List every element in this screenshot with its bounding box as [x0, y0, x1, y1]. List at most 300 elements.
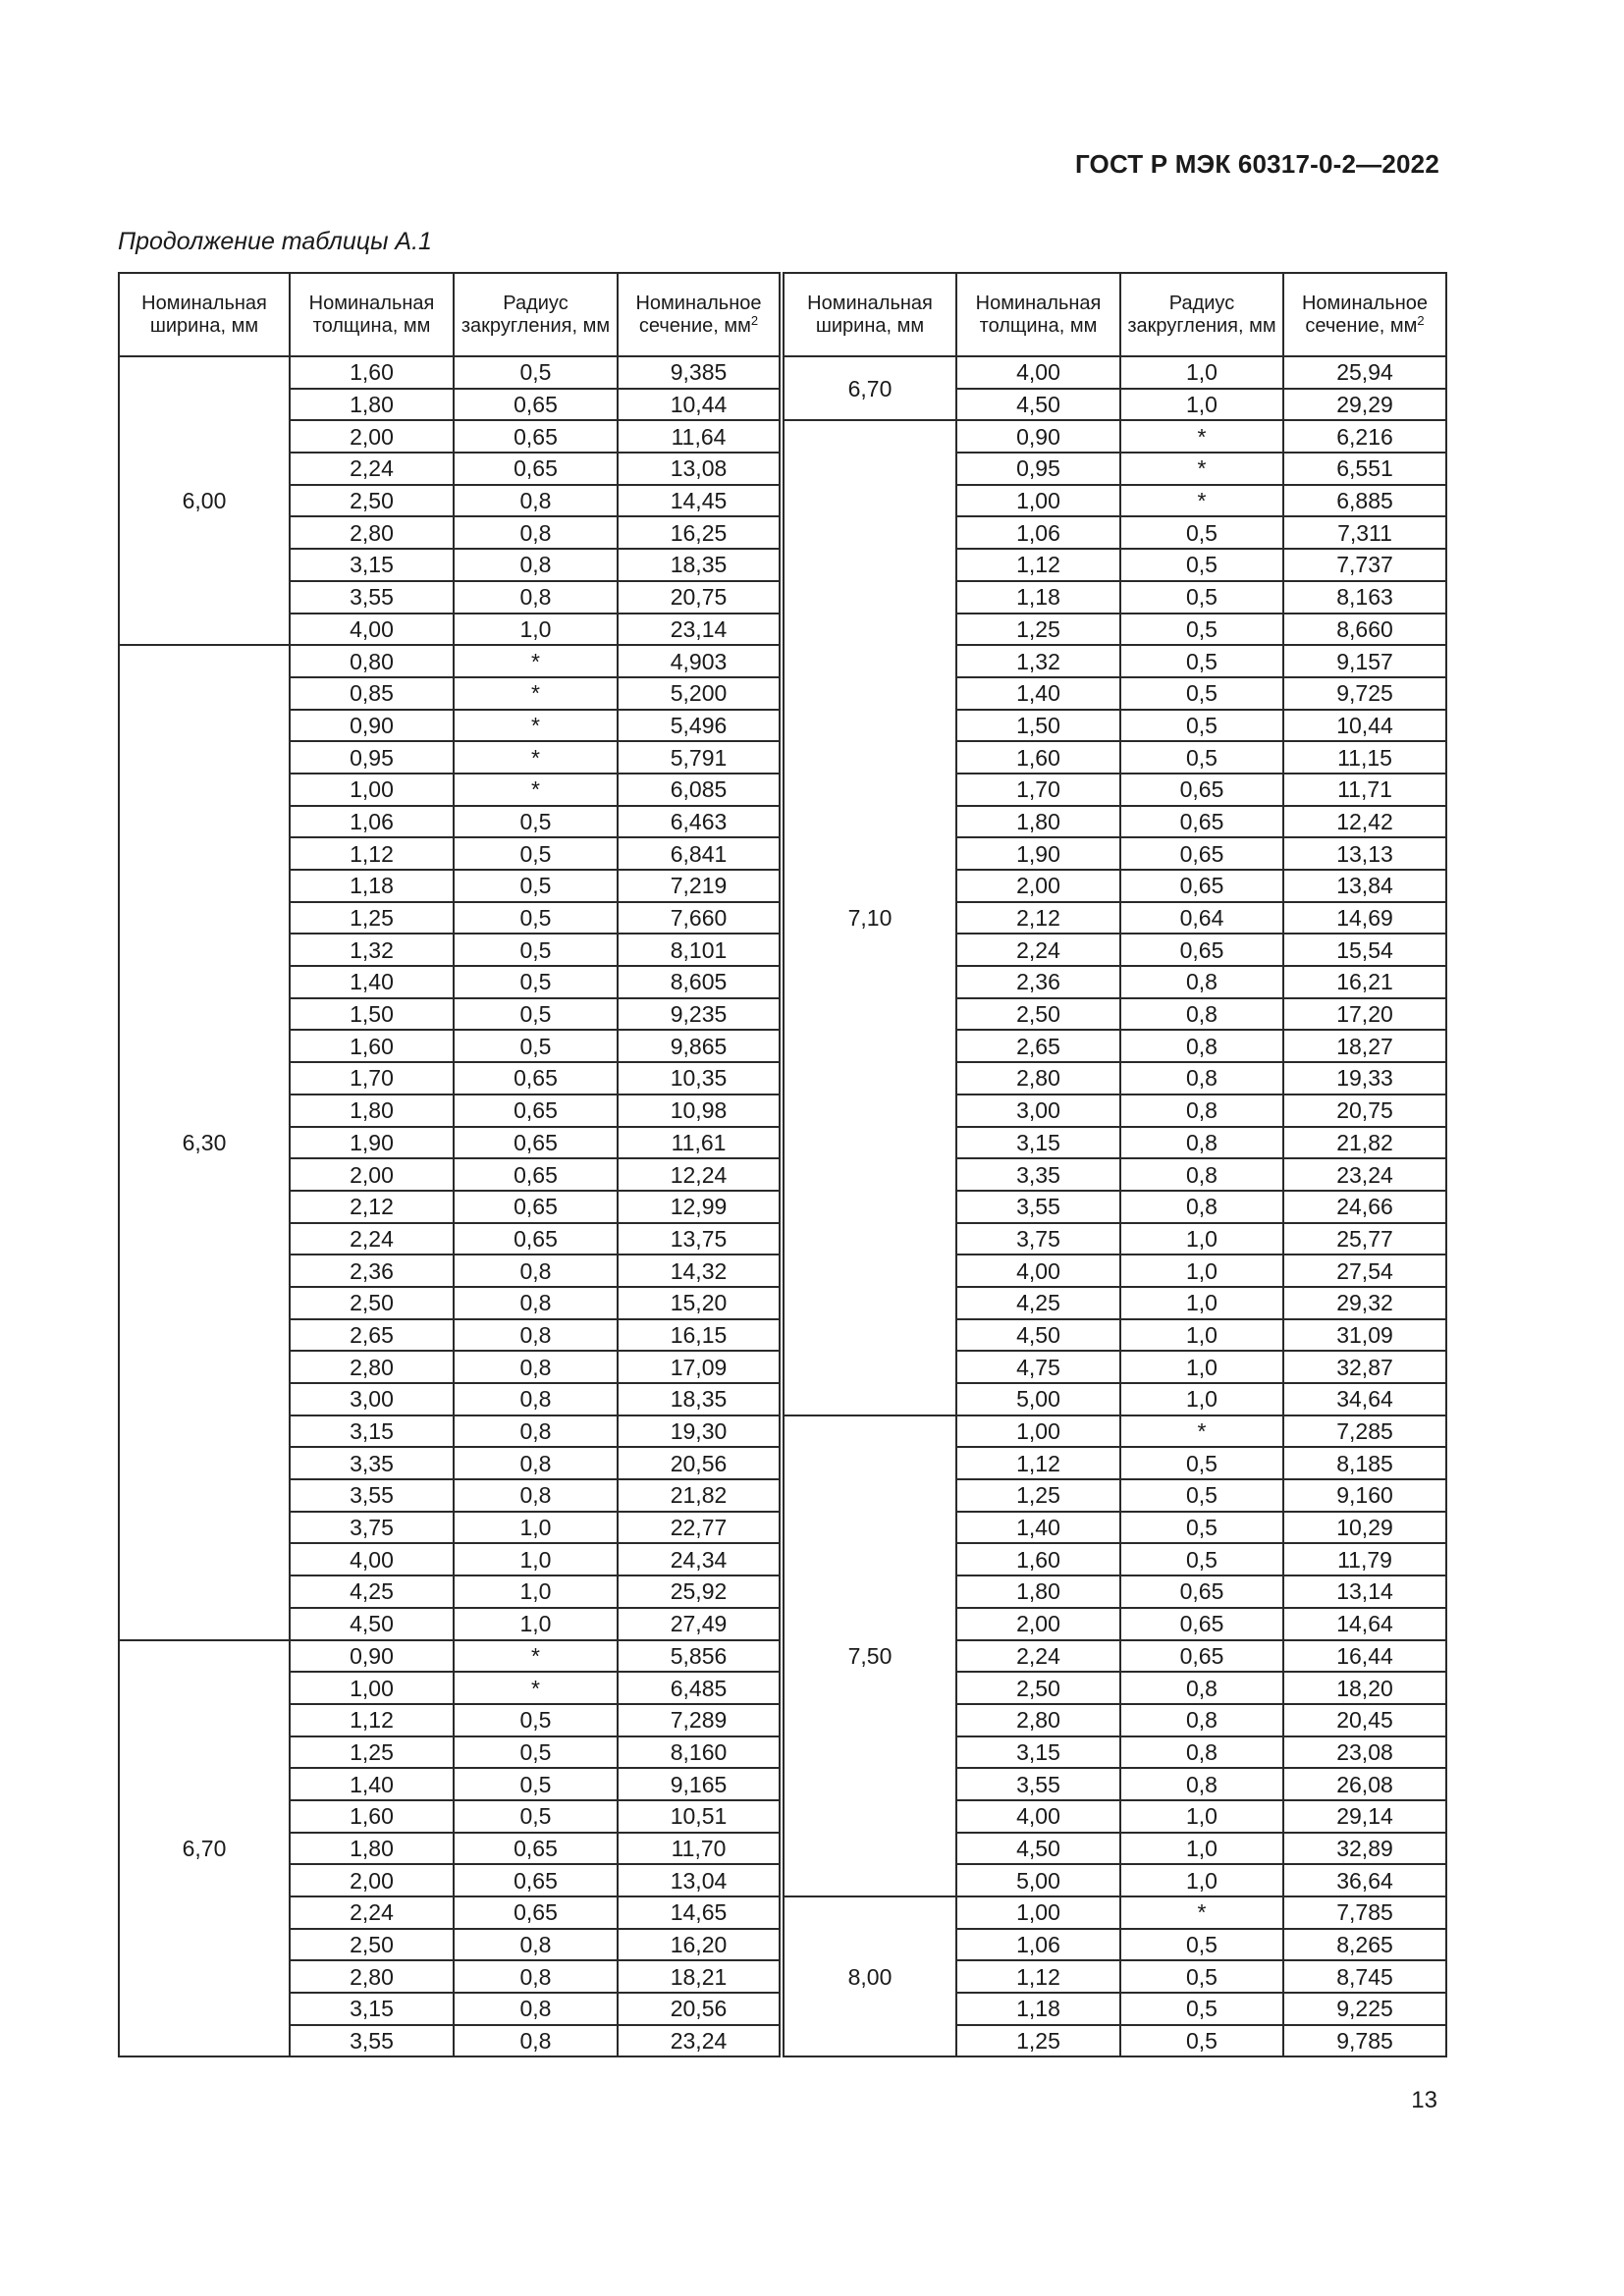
nominal-thickness-cell: 1,32 [956, 645, 1120, 677]
corner-radius-cell: 0,5 [454, 1030, 618, 1062]
nominal-thickness-cell: 2,80 [290, 516, 454, 549]
nominal-thickness-cell: 1,00 [956, 485, 1120, 517]
nominal-section-cell: 13,08 [618, 453, 782, 485]
table-row [119, 356, 1446, 389]
nominal-thickness-cell: 1,80 [290, 389, 454, 421]
nominal-section-cell: 9,165 [618, 1768, 782, 1800]
corner-radius-cell: * [454, 774, 618, 806]
document-id: ГОСТ Р МЭК 60317-0-2—2022 [1074, 149, 1439, 179]
nominal-width-cell: 6,70 [782, 356, 956, 420]
corner-radius-cell: 0,5 [1120, 2025, 1283, 2057]
nominal-section-cell: 11,71 [1283, 774, 1446, 806]
nominal-section-cell: 10,44 [1283, 710, 1446, 742]
nominal-thickness-cell: 4,50 [956, 389, 1120, 421]
nominal-section-cell: 20,75 [618, 581, 782, 614]
nominal-thickness-cell: 0,95 [956, 453, 1120, 485]
corner-radius-cell: 0,5 [454, 966, 618, 998]
nominal-thickness-cell: 1,00 [956, 1415, 1120, 1448]
nominal-thickness-cell: 1,25 [956, 1479, 1120, 1512]
nominal-thickness-cell: 3,00 [290, 1383, 454, 1415]
table-caption: Продолжение таблицы А.1 [118, 228, 432, 255]
nominal-section-cell: 12,42 [1283, 806, 1446, 838]
nominal-section-cell: 17,09 [618, 1351, 782, 1383]
nominal-thickness-cell: 1,06 [290, 806, 454, 838]
column-header: Номинальная толщина, мм [290, 273, 454, 356]
nominal-section-cell: 9,385 [618, 356, 782, 389]
nominal-thickness-cell: 1,12 [290, 1704, 454, 1736]
nominal-section-cell: 20,56 [618, 1447, 782, 1479]
nominal-thickness-cell: 2,24 [290, 1223, 454, 1255]
nominal-section-cell: 21,82 [618, 1479, 782, 1512]
nominal-thickness-cell: 2,50 [956, 1672, 1120, 1704]
corner-radius-cell: 0,8 [454, 1929, 618, 1961]
nominal-thickness-cell: 3,15 [290, 549, 454, 581]
nominal-section-cell: 29,32 [1283, 1287, 1446, 1319]
corner-radius-cell: 0,65 [454, 1864, 618, 1896]
nominal-thickness-cell: 1,60 [290, 1030, 454, 1062]
corner-radius-cell: 0,8 [1120, 998, 1283, 1031]
corner-radius-cell: * [1120, 453, 1283, 485]
nominal-section-cell: 13,14 [1283, 1575, 1446, 1608]
nominal-section-cell: 6,841 [618, 837, 782, 870]
nominal-section-cell: 16,25 [618, 516, 782, 549]
nominal-thickness-cell: 2,50 [956, 998, 1120, 1031]
corner-radius-cell: 0,8 [454, 549, 618, 581]
nominal-section-cell: 7,289 [618, 1704, 782, 1736]
nominal-section-cell: 6,216 [1283, 420, 1446, 453]
nominal-thickness-cell: 0,90 [290, 1640, 454, 1673]
nominal-thickness-cell: 1,12 [290, 837, 454, 870]
corner-radius-cell: 0,65 [1120, 837, 1283, 870]
corner-radius-cell: 0,5 [1120, 645, 1283, 677]
corner-radius-cell: 0,65 [454, 1833, 618, 1865]
nominal-thickness-cell: 5,00 [956, 1383, 1120, 1415]
nominal-section-cell: 24,66 [1283, 1191, 1446, 1223]
corner-radius-cell: 0,8 [454, 2025, 618, 2057]
nominal-section-cell: 15,20 [618, 1287, 782, 1319]
nominal-thickness-cell: 1,25 [290, 902, 454, 934]
corner-radius-cell: 0,5 [1120, 741, 1283, 774]
corner-radius-cell: 1,0 [454, 1512, 618, 1544]
corner-radius-cell: 0,8 [1120, 966, 1283, 998]
corner-radius-cell: 0,65 [454, 1896, 618, 1929]
column-header: Радиус закругления, мм [454, 273, 618, 356]
corner-radius-cell: 0,5 [1120, 1479, 1283, 1512]
nominal-thickness-cell: 3,35 [956, 1158, 1120, 1191]
nominal-thickness-cell: 1,40 [290, 1768, 454, 1800]
nominal-section-cell: 14,45 [618, 485, 782, 517]
nominal-thickness-cell: 4,00 [956, 1255, 1120, 1287]
nominal-thickness-cell: 3,15 [290, 1993, 454, 2025]
corner-radius-cell: 0,5 [454, 934, 618, 966]
corner-radius-cell: 0,65 [454, 1127, 618, 1159]
corner-radius-cell: 1,0 [454, 1543, 618, 1575]
nominal-section-cell: 7,737 [1283, 549, 1446, 581]
nominal-section-cell: 31,09 [1283, 1319, 1446, 1352]
nominal-section-cell: 14,65 [618, 1896, 782, 1929]
nominal-section-cell: 5,791 [618, 741, 782, 774]
nominal-thickness-cell: 4,00 [956, 1800, 1120, 1833]
nominal-thickness-cell: 1,90 [290, 1127, 454, 1159]
column-header: Радиус закругления, мм [1120, 273, 1283, 356]
nominal-section-cell: 16,44 [1283, 1640, 1446, 1673]
nominal-thickness-cell: 1,80 [956, 806, 1120, 838]
corner-radius-cell: 0,5 [454, 356, 618, 389]
corner-radius-cell: 1,0 [1120, 1864, 1283, 1896]
nominal-section-cell: 5,856 [618, 1640, 782, 1673]
nominal-section-cell: 6,551 [1283, 453, 1446, 485]
corner-radius-cell: 0,8 [1120, 1191, 1283, 1223]
nominal-section-cell: 10,98 [618, 1095, 782, 1127]
nominal-section-cell: 34,64 [1283, 1383, 1446, 1415]
corner-radius-cell: 0,65 [454, 389, 618, 421]
nominal-thickness-cell: 1,00 [956, 1896, 1120, 1929]
nominal-section-cell: 23,14 [618, 614, 782, 646]
corner-radius-cell: 0,8 [454, 1383, 618, 1415]
nominal-thickness-cell: 4,50 [956, 1319, 1120, 1352]
nominal-thickness-cell: 2,12 [956, 902, 1120, 934]
corner-radius-cell: 1,0 [1120, 356, 1283, 389]
nominal-thickness-cell: 5,00 [956, 1864, 1120, 1896]
corner-radius-cell: * [454, 741, 618, 774]
nominal-thickness-cell: 4,50 [956, 1833, 1120, 1865]
nominal-section-cell: 9,785 [1283, 2025, 1446, 2057]
corner-radius-cell: 1,0 [1120, 1287, 1283, 1319]
nominal-thickness-cell: 1,00 [290, 774, 454, 806]
nominal-section-cell: 10,29 [1283, 1512, 1446, 1544]
table-row [119, 420, 1446, 453]
nominal-width-cell: 7,10 [782, 420, 956, 1415]
nominal-section-cell: 11,15 [1283, 741, 1446, 774]
nominal-thickness-cell: 4,50 [290, 1608, 454, 1640]
nominal-section-cell: 5,200 [618, 677, 782, 710]
table-header-row [119, 273, 1446, 356]
nominal-section-cell: 12,99 [618, 1191, 782, 1223]
nominal-section-cell: 8,605 [618, 966, 782, 998]
nominal-section-cell: 29,29 [1283, 389, 1446, 421]
corner-radius-cell: 0,8 [1120, 1095, 1283, 1127]
nominal-thickness-cell: 4,75 [956, 1351, 1120, 1383]
wire-dimensions-table [118, 272, 1447, 2057]
corner-radius-cell: 0,65 [454, 1062, 618, 1095]
nominal-section-cell: 9,725 [1283, 677, 1446, 710]
corner-radius-cell: 0,8 [454, 1255, 618, 1287]
nominal-section-cell: 17,20 [1283, 998, 1446, 1031]
nominal-thickness-cell: 1,32 [290, 934, 454, 966]
corner-radius-cell: 0,65 [454, 1158, 618, 1191]
corner-radius-cell: 0,5 [1120, 516, 1283, 549]
nominal-thickness-cell: 1,06 [956, 1929, 1120, 1961]
nominal-thickness-cell: 0,80 [290, 645, 454, 677]
corner-radius-cell: 0,8 [454, 1415, 618, 1448]
corner-radius-cell: 1,0 [1120, 1351, 1283, 1383]
nominal-thickness-cell: 3,55 [290, 1479, 454, 1512]
corner-radius-cell: 0,5 [454, 1736, 618, 1769]
nominal-section-cell: 18,35 [618, 549, 782, 581]
nominal-section-cell: 23,24 [618, 2025, 782, 2057]
nominal-thickness-cell: 0,95 [290, 741, 454, 774]
corner-radius-cell: 0,8 [454, 1447, 618, 1479]
table-row [119, 1415, 1446, 1448]
nominal-thickness-cell: 2,80 [290, 1960, 454, 1993]
nominal-thickness-cell: 1,90 [956, 837, 1120, 870]
corner-radius-cell: 0,8 [454, 581, 618, 614]
nominal-thickness-cell: 1,60 [956, 741, 1120, 774]
corner-radius-cell: 0,5 [1120, 1543, 1283, 1575]
corner-radius-cell: 0,5 [454, 1768, 618, 1800]
nominal-section-cell: 12,24 [618, 1158, 782, 1191]
nominal-thickness-cell: 1,70 [290, 1062, 454, 1095]
corner-radius-cell: 0,8 [1120, 1672, 1283, 1704]
corner-radius-cell: 0,65 [1120, 774, 1283, 806]
nominal-section-cell: 19,30 [618, 1415, 782, 1448]
nominal-thickness-cell: 2,24 [290, 453, 454, 485]
nominal-thickness-cell: 2,80 [956, 1062, 1120, 1095]
nominal-section-cell: 11,61 [618, 1127, 782, 1159]
corner-radius-cell: 0,5 [454, 998, 618, 1031]
corner-radius-cell: 0,8 [1120, 1158, 1283, 1191]
nominal-section-cell: 29,14 [1283, 1800, 1446, 1833]
corner-radius-cell: 0,5 [454, 837, 618, 870]
nominal-section-cell: 10,44 [618, 389, 782, 421]
nominal-thickness-cell: 1,60 [290, 1800, 454, 1833]
nominal-thickness-cell: 4,25 [956, 1287, 1120, 1319]
corner-radius-cell: 0,65 [454, 1191, 618, 1223]
nominal-thickness-cell: 1,12 [956, 1447, 1120, 1479]
nominal-thickness-cell: 1,25 [956, 614, 1120, 646]
nominal-thickness-cell: 1,12 [956, 549, 1120, 581]
column-header: Номинальное сечение, $мм^2$ [618, 273, 782, 356]
corner-radius-cell: 0,8 [454, 1319, 618, 1352]
nominal-section-cell: 9,865 [618, 1030, 782, 1062]
corner-radius-cell: 0,8 [1120, 1704, 1283, 1736]
column-header: Номинальная толщина, мм [956, 273, 1120, 356]
corner-radius-cell: 1,0 [1120, 1383, 1283, 1415]
nominal-thickness-cell: 1,60 [956, 1543, 1120, 1575]
nominal-section-cell: 14,64 [1283, 1608, 1446, 1640]
corner-radius-cell: 0,8 [454, 1960, 618, 1993]
corner-radius-cell: 0,5 [454, 1800, 618, 1833]
corner-radius-cell: 0,8 [454, 485, 618, 517]
nominal-section-cell: 27,54 [1283, 1255, 1446, 1287]
nominal-section-cell: 6,485 [618, 1672, 782, 1704]
nominal-section-cell: 16,15 [618, 1319, 782, 1352]
nominal-section-cell: 11,64 [618, 420, 782, 453]
nominal-section-cell: 7,311 [1283, 516, 1446, 549]
nominal-thickness-cell: 3,55 [956, 1768, 1120, 1800]
nominal-section-cell: 13,84 [1283, 870, 1446, 902]
corner-radius-cell: 1,0 [1120, 1800, 1283, 1833]
nominal-thickness-cell: 0,90 [290, 710, 454, 742]
corner-radius-cell: 0,5 [1120, 614, 1283, 646]
nominal-thickness-cell: 1,70 [956, 774, 1120, 806]
nominal-section-cell: 14,69 [1283, 902, 1446, 934]
nominal-thickness-cell: 3,35 [290, 1447, 454, 1479]
nominal-thickness-cell: 0,85 [290, 677, 454, 710]
page-number: 13 [1411, 2087, 1437, 2113]
corner-radius-cell: 0,65 [1120, 1608, 1283, 1640]
nominal-thickness-cell: 1,00 [290, 1672, 454, 1704]
corner-radius-cell: 0,65 [454, 420, 618, 453]
nominal-section-cell: 7,785 [1283, 1896, 1446, 1929]
corner-radius-cell: 0,8 [1120, 1736, 1283, 1769]
nominal-section-cell: 10,35 [618, 1062, 782, 1095]
corner-radius-cell: 0,8 [454, 516, 618, 549]
nominal-width-cell: 6,30 [119, 645, 290, 1639]
corner-radius-cell: 0,8 [1120, 1062, 1283, 1095]
nominal-thickness-cell: 1,25 [956, 2025, 1120, 2057]
nominal-section-cell: 10,51 [618, 1800, 782, 1833]
nominal-thickness-cell: 4,00 [290, 1543, 454, 1575]
nominal-thickness-cell: 2,00 [956, 1608, 1120, 1640]
corner-radius-cell: * [1120, 1896, 1283, 1929]
nominal-width-cell: 7,50 [782, 1415, 956, 1896]
nominal-thickness-cell: 1,40 [956, 1512, 1120, 1544]
nominal-section-cell: 18,20 [1283, 1672, 1446, 1704]
nominal-section-cell: 18,27 [1283, 1030, 1446, 1062]
nominal-thickness-cell: 1,40 [290, 966, 454, 998]
nominal-thickness-cell: 3,15 [956, 1127, 1120, 1159]
nominal-section-cell: 14,32 [618, 1255, 782, 1287]
nominal-section-cell: 7,285 [1283, 1415, 1446, 1448]
nominal-section-cell: 4,903 [618, 645, 782, 677]
corner-radius-cell: 1,0 [1120, 1255, 1283, 1287]
nominal-thickness-cell: 1,80 [290, 1095, 454, 1127]
nominal-thickness-cell: 2,00 [290, 1158, 454, 1191]
nominal-thickness-cell: 2,00 [290, 420, 454, 453]
nominal-thickness-cell: 2,00 [290, 1864, 454, 1896]
nominal-thickness-cell: 2,80 [956, 1704, 1120, 1736]
corner-radius-cell: 1,0 [454, 1608, 618, 1640]
nominal-section-cell: 6,885 [1283, 485, 1446, 517]
corner-radius-cell: 0,5 [454, 870, 618, 902]
corner-radius-cell: 0,8 [454, 1479, 618, 1512]
corner-radius-cell: 0,5 [1120, 1512, 1283, 1544]
corner-radius-cell: 0,5 [1120, 710, 1283, 742]
nominal-section-cell: 11,70 [618, 1833, 782, 1865]
nominal-section-cell: 13,04 [618, 1864, 782, 1896]
nominal-thickness-cell: 1,50 [290, 998, 454, 1031]
corner-radius-cell: 1,0 [1120, 1319, 1283, 1352]
nominal-section-cell: 36,64 [1283, 1864, 1446, 1896]
nominal-thickness-cell: 4,25 [290, 1575, 454, 1608]
corner-radius-cell: 0,8 [1120, 1030, 1283, 1062]
nominal-section-cell: 25,92 [618, 1575, 782, 1608]
nominal-thickness-cell: 1,80 [290, 1833, 454, 1865]
nominal-section-cell: 8,160 [618, 1736, 782, 1769]
nominal-section-cell: 13,13 [1283, 837, 1446, 870]
nominal-section-cell: 6,085 [618, 774, 782, 806]
nominal-thickness-cell: 2,50 [290, 485, 454, 517]
nominal-thickness-cell: 3,75 [956, 1223, 1120, 1255]
corner-radius-cell: * [454, 1640, 618, 1673]
nominal-section-cell: 18,21 [618, 1960, 782, 1993]
nominal-thickness-cell: 1,18 [956, 1993, 1120, 2025]
corner-radius-cell: 0,8 [1120, 1127, 1283, 1159]
nominal-thickness-cell: 2,00 [956, 870, 1120, 902]
nominal-thickness-cell: 4,00 [290, 614, 454, 646]
nominal-thickness-cell: 1,60 [290, 356, 454, 389]
nominal-thickness-cell: 1,06 [956, 516, 1120, 549]
nominal-thickness-cell: 2,65 [956, 1030, 1120, 1062]
nominal-section-cell: 26,08 [1283, 1768, 1446, 1800]
corner-radius-cell: 0,5 [1120, 1929, 1283, 1961]
corner-radius-cell: 0,8 [454, 1287, 618, 1319]
nominal-thickness-cell: 3,00 [956, 1095, 1120, 1127]
nominal-section-cell: 11,79 [1283, 1543, 1446, 1575]
nominal-section-cell: 21,82 [1283, 1127, 1446, 1159]
corner-radius-cell: 0,8 [454, 1351, 618, 1383]
nominal-thickness-cell: 3,55 [956, 1191, 1120, 1223]
nominal-section-cell: 22,77 [618, 1512, 782, 1544]
corner-radius-cell: 0,64 [1120, 902, 1283, 934]
nominal-thickness-cell: 2,50 [290, 1929, 454, 1961]
nominal-section-cell: 32,87 [1283, 1351, 1446, 1383]
nominal-thickness-cell: 0,90 [956, 420, 1120, 453]
corner-radius-cell: 0,5 [454, 1704, 618, 1736]
nominal-section-cell: 32,89 [1283, 1833, 1446, 1865]
corner-radius-cell: 0,5 [1120, 581, 1283, 614]
nominal-thickness-cell: 4,00 [956, 356, 1120, 389]
corner-radius-cell: 0,5 [1120, 677, 1283, 710]
nominal-section-cell: 19,33 [1283, 1062, 1446, 1095]
nominal-thickness-cell: 1,50 [956, 710, 1120, 742]
nominal-thickness-cell: 3,15 [290, 1415, 454, 1448]
corner-radius-cell: 0,65 [1120, 806, 1283, 838]
nominal-thickness-cell: 1,25 [290, 1736, 454, 1769]
corner-radius-cell: 0,5 [1120, 1447, 1283, 1479]
nominal-thickness-cell: 2,65 [290, 1319, 454, 1352]
nominal-section-cell: 7,660 [618, 902, 782, 934]
corner-radius-cell: 1,0 [1120, 389, 1283, 421]
nominal-section-cell: 9,235 [618, 998, 782, 1031]
nominal-width-cell: 6,00 [119, 356, 290, 645]
corner-radius-cell: 0,65 [1120, 1575, 1283, 1608]
corner-radius-cell: 0,8 [1120, 1768, 1283, 1800]
corner-radius-cell: 0,5 [1120, 1993, 1283, 2025]
nominal-thickness-cell: 2,24 [956, 1640, 1120, 1673]
nominal-section-cell: 20,45 [1283, 1704, 1446, 1736]
nominal-section-cell: 20,75 [1283, 1095, 1446, 1127]
nominal-section-cell: 25,94 [1283, 356, 1446, 389]
corner-radius-cell: 0,8 [454, 1993, 618, 2025]
nominal-thickness-cell: 2,80 [290, 1351, 454, 1383]
nominal-section-cell: 7,219 [618, 870, 782, 902]
corner-radius-cell: * [1120, 420, 1283, 453]
nominal-section-cell: 25,77 [1283, 1223, 1446, 1255]
nominal-thickness-cell: 2,24 [956, 934, 1120, 966]
nominal-thickness-cell: 1,18 [956, 581, 1120, 614]
corner-radius-cell: 0,65 [1120, 870, 1283, 902]
nominal-section-cell: 8,265 [1283, 1929, 1446, 1961]
nominal-thickness-cell: 3,15 [956, 1736, 1120, 1769]
column-header: Номинальное сечение, $мм^2$ [1283, 273, 1446, 356]
corner-radius-cell: 1,0 [1120, 1223, 1283, 1255]
corner-radius-cell: 0,65 [454, 453, 618, 485]
corner-radius-cell: 0,5 [454, 902, 618, 934]
nominal-thickness-cell: 3,75 [290, 1512, 454, 1544]
corner-radius-cell: 1,0 [1120, 1833, 1283, 1865]
nominal-section-cell: 8,660 [1283, 614, 1446, 646]
nominal-width-cell: 6,70 [119, 1640, 290, 2057]
nominal-thickness-cell: 2,36 [290, 1255, 454, 1287]
nominal-section-cell: 24,34 [618, 1543, 782, 1575]
nominal-section-cell: 8,745 [1283, 1960, 1446, 1993]
column-header: Номинальная ширина, мм [782, 273, 956, 356]
nominal-thickness-cell: 2,24 [290, 1896, 454, 1929]
nominal-section-cell: 9,160 [1283, 1479, 1446, 1512]
nominal-thickness-cell: 1,18 [290, 870, 454, 902]
